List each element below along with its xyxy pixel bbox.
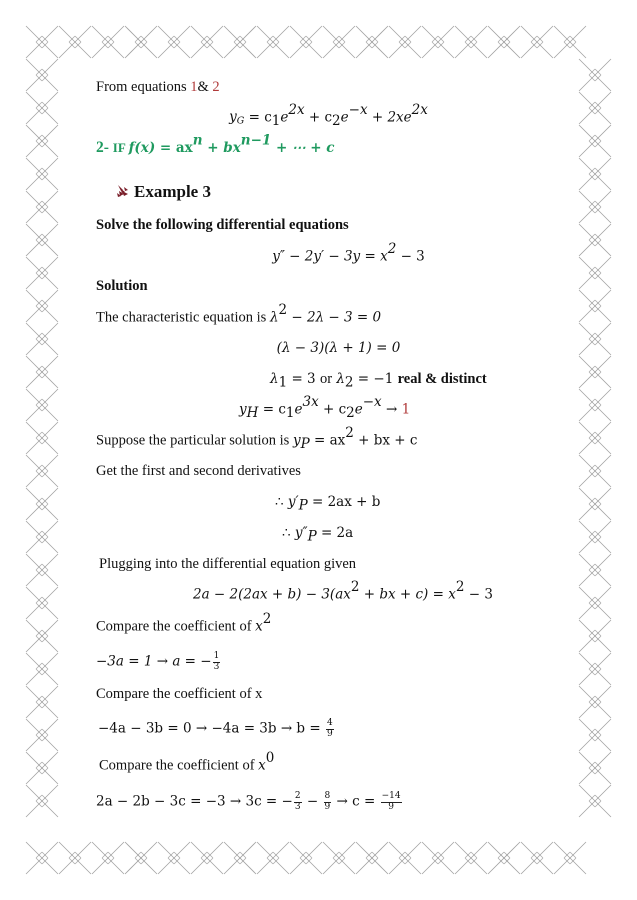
- from-equations-text: From equations: [96, 79, 191, 95]
- example-3-heading: [116, 183, 211, 200]
- second-derivative-eq: ∴ $y''_P = 2a$: [282, 525, 354, 545]
- fraction-eight-ninths: $\frac{8}{9}$: [324, 791, 331, 812]
- roots-line: $\lambda_1 = 3$ or $\lambda_2 = -1$ real & distinct: [270, 371, 487, 391]
- equation-ref-2: 2: [212, 79, 220, 95]
- leaf-icon: [116, 184, 130, 198]
- compare-x-line: Compare the coefficient of x: [96, 686, 263, 702]
- case-2-heading: 2- IF $f(x) = ax^n + bx^{n-1}$ + ⋯ + c: [96, 132, 335, 156]
- characteristic-eq-line: The characteristic equation is $\lambda^2 - 2\lambda - 3 = 0$: [96, 302, 382, 326]
- b-solution-eq: −4a − 3b = 0 → −4a = 3b → b = $\frac{4}{9}$: [98, 718, 333, 739]
- general-solution-eq: $y_G = c_1e^{2x} + c_2e^{-x} + 2xe^{2x}$: [229, 102, 428, 129]
- compare-x0-line: Compare the coefficient of $x^0$: [99, 750, 275, 774]
- example-title: Example 3: [134, 182, 211, 201]
- fraction-minus-fourteen-ninths: $\frac{-14}{9}$: [381, 791, 401, 812]
- homogeneous-solution-eq: $y_H = c_1e^{3x} + c_2e^{-x} \to 1$: [239, 394, 411, 421]
- real-distinct-label: real & distinct: [397, 371, 487, 387]
- fraction-one-third: $\frac{1}{3}$: [213, 651, 220, 672]
- equation-ref-1-label: 1: [401, 401, 411, 418]
- c-solution-eq: 2a − 2b − 3c = −3 → 3c = − $\frac{2}{3}$ − $\frac{8}{9}$ → c = $\frac{-14}{9}$: [96, 791, 401, 812]
- from-equations-line: [96, 80, 220, 95]
- a-solution-eq: −3a = 1 → a = − $\frac{1}{3}$: [96, 651, 220, 672]
- solution-label: Solution: [96, 278, 148, 294]
- first-derivative-eq: ∴ $y'_P = 2ax + b$: [275, 494, 381, 514]
- derivatives-text: Get the first and second derivatives: [96, 463, 301, 479]
- ampersand-text: &: [197, 79, 213, 95]
- substituted-equation: $2a - 2(2ax + b) - 3(ax^2$ + bx + $c) = x^2 - 3$: [193, 579, 493, 603]
- solve-instruction: Solve the following differential equations: [96, 217, 349, 233]
- fraction-two-thirds: $\frac{2}{3}$: [294, 791, 301, 812]
- particular-solution-line: Suppose the particular solution is $y_P = ax^2$ + bx + c: [96, 425, 418, 452]
- ode-equation: $y'' - 2y' - 3y = x^2 - 3$: [272, 241, 425, 265]
- equation-ref-1: 1: [190, 79, 198, 95]
- plugging-text: Plugging into the differential equation given: [99, 556, 357, 572]
- factored-eq: (λ − 3)(λ + 1) = 0: [276, 340, 401, 356]
- compare-x2-line: Compare the coefficient of $x^2$: [96, 611, 272, 635]
- fraction-four-ninths: $\frac{4}{9}$: [326, 718, 333, 739]
